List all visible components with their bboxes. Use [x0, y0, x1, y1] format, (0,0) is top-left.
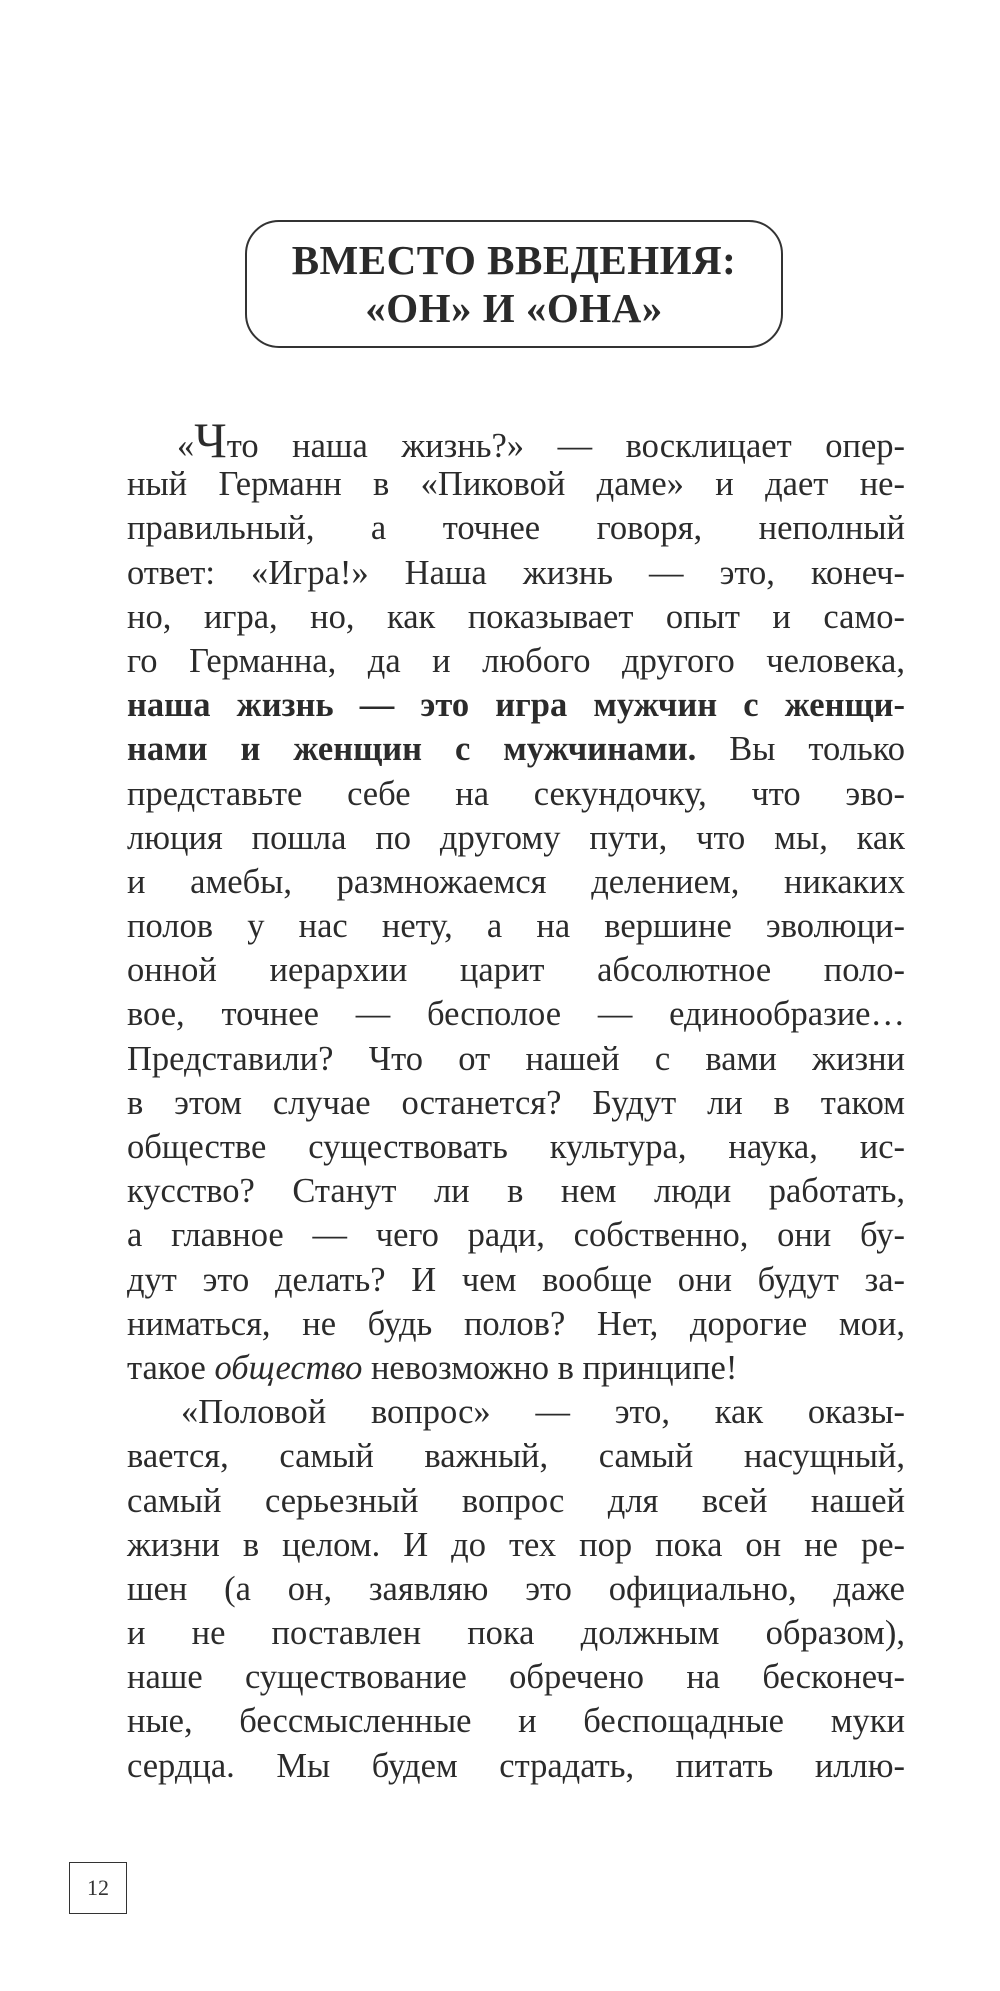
text-line: шен (а он, заявляю это официально, даже — [127, 1569, 905, 1608]
text-line: вается, самый важный, самый насущный, — [127, 1437, 905, 1476]
text-line: сердца. Мы будем страдать, питать иллю- — [127, 1746, 905, 1785]
chapter-heading-line-1: ВМЕСТО ВВЕДЕНИЯ: — [291, 237, 737, 283]
body-text — [127, 412, 905, 1788]
text-line — [127, 727, 905, 771]
text-line: самый серьезный вопрос для всей нашей — [127, 1481, 905, 1520]
text-line: правильный, а точнее говоря, неполный — [127, 509, 905, 548]
text-line — [127, 412, 905, 468]
text-line: в этом случае останется? Будут ли в таком — [127, 1083, 905, 1122]
text-line: представьте себе на секундочку, что эво- — [127, 774, 905, 813]
text-fragment: невозможно в принципе! — [362, 1348, 738, 1387]
text-line: и не поставлен пока должным образом), — [127, 1614, 905, 1653]
chapter-heading-box — [245, 220, 783, 348]
italic-fragment: общество — [214, 1348, 363, 1387]
text-line: полов у нас нету, а на вершине эволюци- — [127, 907, 905, 946]
drop-cap: Ч — [194, 412, 227, 468]
bold-fragment: нами и женщин с мужчинами. — [127, 730, 697, 769]
text-line: дут это делать? И чем вообще они будут за- — [127, 1260, 905, 1299]
text-line — [127, 1346, 905, 1390]
opening-quote: « — [177, 427, 195, 465]
text-line: люция пошла по другому пути, что мы, как — [127, 818, 905, 857]
text-line: го Германна, да и любого другого человека, — [127, 641, 905, 680]
text-line: ные, бессмысленные и беспощадные муки — [127, 1702, 905, 1741]
text-line: онной иерархии царит абсолютное поло- — [127, 951, 905, 990]
text-line: а главное — чего ради, собственно, они бу- — [127, 1216, 905, 1255]
page-number: 12 — [69, 1862, 127, 1914]
text-line: и амебы, размножаемся делением, никаких — [127, 862, 905, 901]
chapter-heading-line-2: «ОН» И «ОНА» — [365, 285, 663, 331]
text-line: наше существование обречено на бесконеч- — [127, 1658, 905, 1697]
text-line-bold: наша жизнь — это игра мужчин с женщи- — [127, 686, 905, 725]
text-line: ответ: «Игра!» Наша жизнь — это, конеч- — [127, 553, 905, 592]
text-line: ниматься, не будь полов? Нет, дорогие мои, — [127, 1304, 905, 1343]
text-fragment: Вы только — [696, 730, 905, 769]
text-line: обществе существовать культура, наука, ис- — [127, 1128, 905, 1166]
text-line: Представили? Что от нашей с вами жизни — [127, 1039, 905, 1078]
text-fragment: такое — [127, 1348, 215, 1387]
text-line: ный Германн в «Пиковой даме» и дает не- — [127, 465, 905, 504]
text-line: но, игра, но, как показывает опыт и само- — [127, 597, 905, 636]
text-line: вое, точнее — бесполое — единообразие… — [127, 995, 905, 1034]
text-line: жизни в целом. И до тех пор пока он не ре- — [127, 1525, 905, 1564]
text-line: «Половой вопрос» — это, как оказы- — [181, 1393, 905, 1432]
text-fragment: то наша жизнь?» — восклицает опер- — [226, 427, 905, 465]
text-line: кусство? Станут ли в нем люди работать, — [127, 1172, 905, 1211]
